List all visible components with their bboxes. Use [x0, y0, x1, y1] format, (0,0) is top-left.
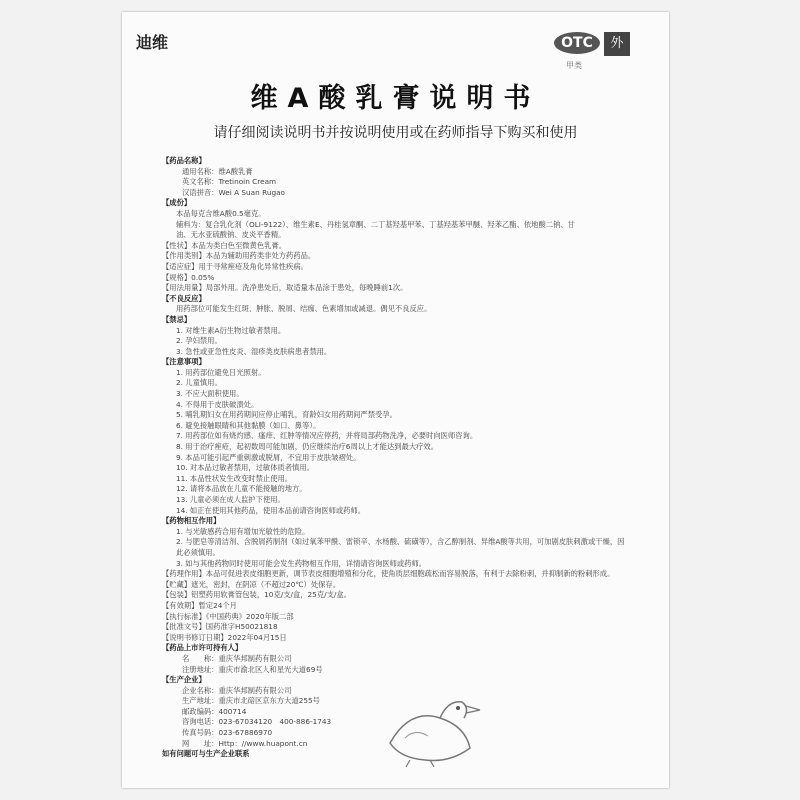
holder-name: 名 称：重庆华邦制药有限公司: [182, 653, 292, 663]
section-heading-ingredients: 【成份】: [162, 198, 192, 208]
properties: 【性状】本品为类白色至微黄色乳膏。: [162, 240, 287, 250]
specification: 【规格】0.05%: [162, 272, 215, 282]
leaflet-page: [122, 12, 669, 788]
storage: 【贮藏】遮光，密封，在阴凉（不超过20℃）处保存。: [162, 579, 341, 589]
usage: 【用法用量】局部外用。洗净患处后，取适量本品涂于患处，每晚睡前1次。: [162, 283, 408, 293]
section-heading-interactions: 【药物相互作用】: [162, 516, 221, 526]
section-heading-contraindications: 【禁忌】: [162, 314, 192, 324]
manufacturer-line: 咨询电话：023-67034120 400-886-1743: [182, 717, 332, 727]
manufacturer-line: 传真号码：023-67886970: [182, 728, 273, 738]
generic-name: 通用名称：维A酸乳膏: [182, 166, 253, 176]
list-item: 12. 请将本品放在儿童不能接触的地方。: [176, 484, 307, 494]
manufacturer-line: 网 址：Http：//www.huapont.cn: [182, 738, 308, 748]
list-item: 14. 如正在使用其他药品，使用本品前请咨询医师或药师。: [176, 505, 366, 515]
document-subtitle: 请仔细阅读说明书并按说明使用或在药师指导下购买和使用: [213, 125, 578, 141]
list-item: 7. 用药部位如有烧灼感、瘙痒、红肿等情况应停药，并将局部药物洗净，必要时向医师咨询。: [176, 431, 478, 441]
external-use-badge: 外: [604, 32, 630, 56]
brand-logo: 迪维: [136, 33, 169, 52]
contact-note: 如有问题可与生产企业联系: [162, 749, 250, 759]
pharmacology: 【药理作用】本品可促进表皮细胞更新，调节表皮细胞增殖和分化，使角质层细胞疏松而容易脱落，有利于去除粉刺，并抑制新的粉刺形成。: [162, 569, 615, 579]
manufacturer-line: 邮政编码：400714: [182, 706, 247, 716]
list-item: 3. 如与其他药物同时使用可能会发生药物相互作用，详情请咨询医师或药师。: [176, 558, 427, 568]
manufacturer-line: 企业名称：重庆华邦制药有限公司: [182, 685, 292, 695]
section-heading-precautions: 【注意事项】: [162, 357, 206, 367]
mascot-bird-illustration: [370, 688, 490, 768]
approval-number: 【批准文号】国药准字H50021818: [162, 622, 278, 632]
list-item: 6. 避免接触眼睛和其他黏膜（如口、鼻等）。: [176, 420, 321, 430]
otc-badge: OTC: [554, 32, 600, 54]
list-item: 13. 儿童必须在成人监护下使用。: [176, 495, 285, 504]
section-heading-manufacturer: 【生产企业】: [162, 675, 206, 685]
list-item: 1. 用药部位避免日光照射。: [176, 367, 266, 377]
list-item: 3. 不应大面积使用。: [176, 389, 244, 399]
list-item: 9. 本品可能引起严重刺激或脱屑，不宜用于皮肤皱褶处。: [176, 452, 361, 462]
list-item: 4. 不得用于皮肤破溃处。: [176, 399, 259, 409]
category: 【作用类别】本品为辅助用药类非处方药药品。: [162, 251, 316, 261]
holder-address: 注册地址：重庆市渝北区人和星光大道69号: [182, 664, 323, 674]
english-name: 英文名称：Tretinoin Cream: [182, 177, 277, 187]
list-item: 1. 对维生素A衍生物过敏者禁用。: [176, 325, 286, 335]
adverse-text: 用药部位可能发生红斑、肿胀、脱屑、结痂、色素增加或减退。偶见不良反应。: [176, 304, 432, 314]
pinyin-name: 汉语拼音：Wei A Suan Rugao: [182, 187, 286, 197]
list-item: 8. 用于治疗痤疮，起初数周可能加剧，仍应继续治疗6周以上才能达到最大疗效。: [176, 442, 439, 452]
document-title: 维A酸乳膏说明书: [250, 83, 541, 114]
list-item: 2. 孕妇禁用。: [176, 336, 222, 346]
class-a-label: 甲类: [566, 61, 582, 70]
ingredients-line: 辅料为：复合乳化剂（OLI-9122）、维生素E、丹桂氢章酮、二丁基羟基甲苯、丁基羟基苯甲醚、羟苯乙酯、依地酸二钠、甘: [176, 219, 575, 229]
list-item: 1. 与光敏感药合用有增加光敏性的危险。: [176, 526, 310, 536]
section-heading-holder: 【药品上市许可持有人】: [162, 643, 243, 653]
ingredients-line: 本品每克含维A酸0.5毫克。: [176, 208, 266, 218]
list-item: 2. 儿童慎用。: [176, 378, 222, 388]
revision-date: 【说明书修订日期】2022年04月15日: [162, 632, 287, 642]
standard: 【执行标准】《中国药典》2020年版二部: [162, 611, 294, 621]
list-item: 3. 急性或亚急性皮炎、湿疹类皮肤病患者禁用。: [176, 346, 332, 356]
list-item: 2. 与肥皂等清洁剂、含脱屑药制剂（如过氧苯甲酰、雷锁辛、水杨酸、硫磺等），含乙醇制剂、异维A酸等共用，可加剧皮肤刺激或干燥，因此必须慎用。: [176, 537, 625, 557]
list-item: 5. 哺乳期妇女在用药期间应停止哺乳，育龄妇女用药期间严禁受孕。: [176, 410, 397, 420]
package: 【包装】铝塑药用软膏管包装，10克/支/盒，25克/支/盒。: [162, 590, 351, 600]
list-item: 10. 对本品过敏者禁用，过敏体质者慎用。: [176, 463, 314, 473]
section-heading-name: 【药品名称】: [162, 156, 206, 165]
leaflet-body: [162, 156, 630, 760]
ingredients-line: 油、无水亚硫酸钠、皮炎平香精。: [176, 230, 286, 240]
section-heading-adverse: 【不良反应】: [162, 293, 206, 303]
validity: 【有效期】暂定24个月: [162, 600, 237, 610]
manufacturer-line: 生产地址：重庆市北碚区京东方大道255号: [182, 696, 320, 706]
indications: 【适应症】用于寻常痤疮及角化异常性疾病。: [162, 261, 308, 271]
list-item: 11. 本品性状发生改变时禁止使用。: [176, 473, 293, 483]
